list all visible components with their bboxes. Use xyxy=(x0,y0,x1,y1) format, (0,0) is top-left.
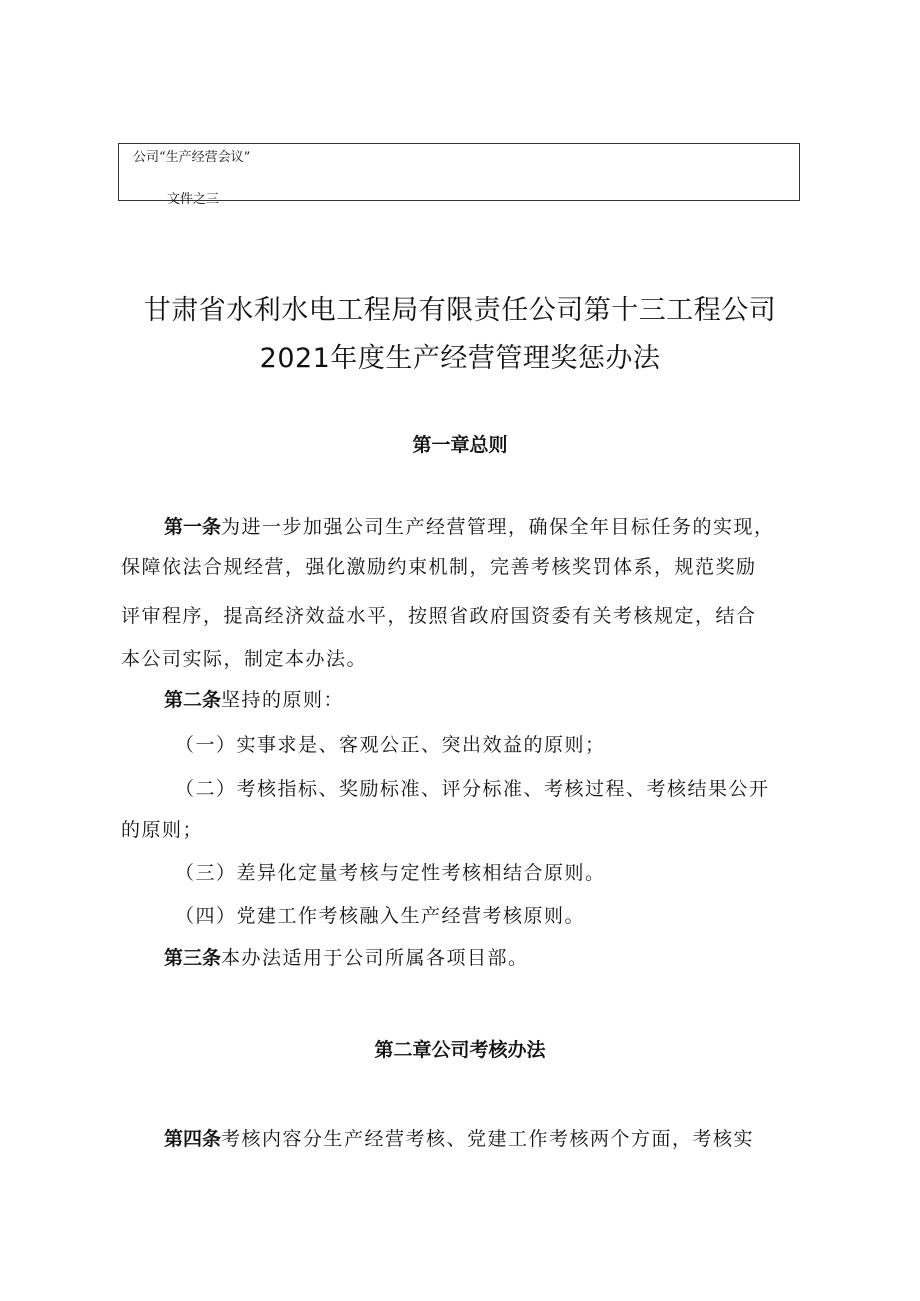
header-meeting-label: 公司“生产经营会议” xyxy=(133,150,251,165)
principle-3: （三）差异化定量考核与定性考核相结合原则。 xyxy=(175,862,606,884)
article-2-line xyxy=(164,681,344,719)
document-title-line1: 甘肃省水利水电工程局有限责任公司第十三工程公司 xyxy=(143,295,777,326)
article-3-line xyxy=(164,939,529,977)
article-1-label: 第一条 xyxy=(164,516,222,538)
header-document-number: 文件之三 xyxy=(167,192,220,207)
chapter-1-heading: 第一章总则 xyxy=(412,434,508,456)
principle-4: （四）党建工作考核融入生产经营考核原则。 xyxy=(175,905,586,927)
article-1-line2: 保障依法合规经营，强化激励约束机制，完善考核奖罚体系，规范奖励 xyxy=(121,556,757,578)
article-1-line4: 本公司实际，制定本办法。 xyxy=(121,648,368,670)
principle-2-line1: （二）考核指标、奖励标准、评分标准、考核过程、考核结果公开 xyxy=(175,778,770,800)
article-1-line3: 评审程序，提高经济效益水平，按照省政府国资委有关考核规定，结合 xyxy=(121,605,757,627)
document-title-line2: 2021年度生产经营管理奖惩办法 xyxy=(259,343,661,374)
article-2-text: 坚持的原则： xyxy=(221,689,345,711)
article-4-line xyxy=(164,1120,754,1158)
principle-2-line2: 的原则； xyxy=(121,819,204,841)
article-3-label: 第三条 xyxy=(164,947,222,969)
article-4-label: 第四条 xyxy=(164,1128,222,1150)
article-2-label: 第二条 xyxy=(164,689,222,711)
article-3-text: 本办法适用于公司所属各项目部。 xyxy=(221,947,529,969)
article-4-text: 考核内容分生产经营考核、党建工作考核两个方面，考核实 xyxy=(221,1128,755,1150)
principle-1: （一）实事求是、客观公正、突出效益的原则； xyxy=(175,734,606,756)
chapter-2-heading: 第二章公司考核办法 xyxy=(374,1039,546,1061)
document-header-box xyxy=(118,143,800,207)
article-1-line1 xyxy=(164,508,775,546)
article-1-text-1: 为进一步加强公司生产经营管理，确保全年目标任务的实现， xyxy=(221,516,775,538)
